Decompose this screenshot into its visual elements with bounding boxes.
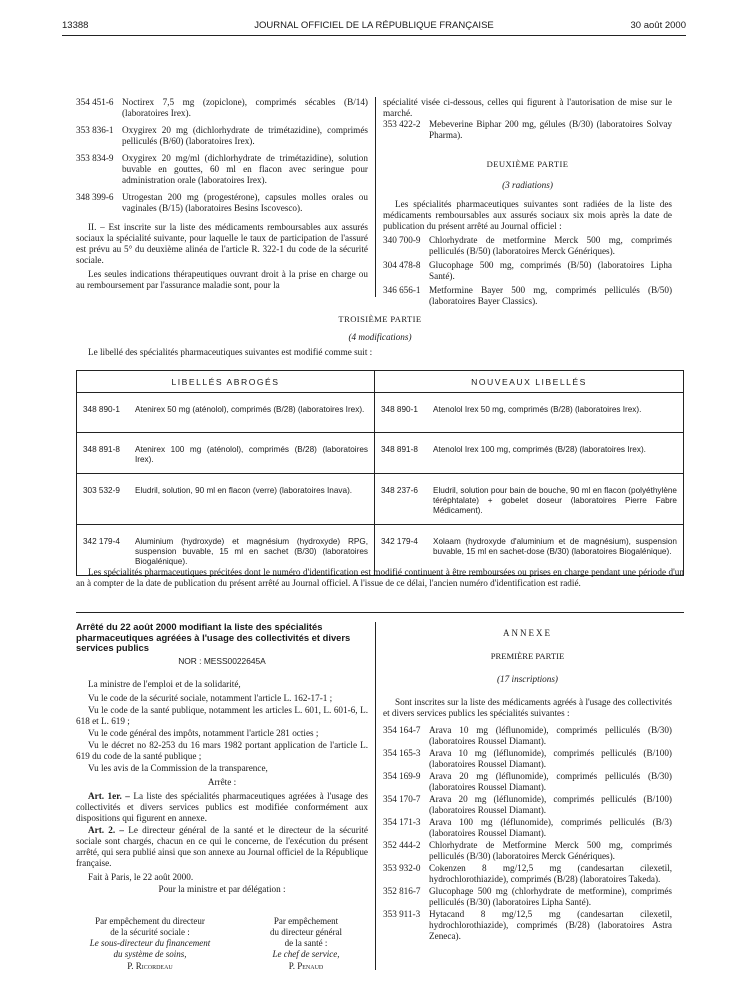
modifications-table <box>76 370 684 576</box>
table-row <box>77 474 684 525</box>
new-label: Atenolol Irex 100 mg, comprimés (B/28) (laboratoires Irex). <box>433 445 646 454</box>
section-rule <box>76 612 684 613</box>
article-text: Le directeur général de la santé et le directeur de la sécurité sociale sont chargés, chacun en ce qui le concerne, de l'exécution du présent arrêté, qui sera publié ainsi que son annexe au Journal officiel de la République française. <box>76 824 369 868</box>
list-item: 340 700-9 Chlorhydrate de metformine Merck 500 mg, comprimés pelliculés (B/50) (laboratoires Merck Génériques). <box>383 235 672 256</box>
column-header: NOUVEAUX LIBELLÉS <box>375 371 684 393</box>
section-subtitle: (3 radiations) <box>502 180 553 190</box>
new-code: 348 237-6 <box>381 486 418 495</box>
list-item: 353 836-1 Oxygirex 20 mg (dichlorhydrate de trimétazidine), comprimés pelliculés (B/60) (laboratoires Irex). <box>76 125 368 146</box>
list-item: 304 478-8 Glucophage 500 mg, comprimés (B/50) (laboratoires Lipha Santé). <box>383 260 672 281</box>
list-item: 354 169-9 Arava 20 mg (léflunomide), comprimés pelliculés (B/30) (laboratoires Roussel Diamant). <box>383 771 672 792</box>
list-item: 354 165-3 Arava 10 mg (léflunomide), comprimés pelliculés (B/100) (laboratoires Roussel Diamant). <box>383 748 672 769</box>
paragraph: Les spécialités pharmaceutiques précitées dont le numéro d'identification est modifié continuent à être remboursées ou prises en charge pendant une période d'un an à compter de la date de publication du présent arrêté au Journal officiel. A l'issue de ce délai, l'ancien numéro d'identification est radié. <box>76 567 684 588</box>
paragraph: La ministre de l'emploi et de la solidarité, <box>88 678 241 689</box>
paragraph: Vu le code de la sécurité sociale, notamment l'article L. 162-17-1 ; <box>88 692 333 703</box>
page-header <box>62 20 686 36</box>
new-code: 342 179-4 <box>381 537 418 546</box>
list-item: 354 164-7 Arava 10 mg (léflunomide), comprimés pelliculés (B/30) (laboratoires Roussel Diamant). <box>383 725 672 746</box>
arrete-title: Arrêté du 22 août 2000 modifiant la liste des spécialités pharmaceutiques agréées à l'usage des collectivités et divers services publics <box>76 621 351 653</box>
new-code: 348 890-1 <box>381 405 418 414</box>
old-code: 348 890-1 <box>83 405 120 414</box>
table-row <box>77 393 684 433</box>
signature-left: Par empêchement du directeur de la sécurité sociale : Le sous-directeur du financement du système de soins, P. Ricordeau <box>89 916 211 971</box>
list-item: 354 170-7 Arava 20 mg (léflunomide), comprimés pelliculés (B/100) (laboratoires Roussel Diamant). <box>383 794 672 815</box>
list-item: 353 422-2 Mebeverine Biphar 200 mg, gélules (B/30) (laboratoires Solvay Pharma). <box>383 119 672 140</box>
signature-right: Par empêchement du directeur général de la santé : Le chef de service, P. Penaud <box>270 916 342 971</box>
top-right-column <box>383 97 672 313</box>
list-item: 346 656-1 Metformine Bayer 500 mg, comprimés pelliculés (B/50) (laboratoires Bayer Classics). <box>383 285 672 306</box>
list-item: 348 399-6 Utrogestan 200 mg (progestérone), capsules molles orales ou vaginales (B/15) (laboratoires Besins Iscovesco). <box>76 192 368 213</box>
old-label: Aluminium (hydroxyde) et magnésium (hydroxyde) RPG, suspension buvable, 15 ml en sachet (B/30) (laboratoires Biogalénique). <box>135 537 368 566</box>
article-text: La liste des spécialités pharmaceutiques agréées à l'usage des collectivités et divers services publics est modifiée conformément aux dispositions qui figurent en annexe. <box>76 790 368 823</box>
list-item: 354 171-3 Arava 100 mg (léflunomide), comprimés pelliculés (B/3) (laboratoires Roussel Diamant). <box>383 817 672 838</box>
old-label: Eludril, solution, 90 ml en flacon (verre) (laboratoires Inava). <box>135 486 353 495</box>
table-row <box>77 433 684 474</box>
arrete-word: Arrête : <box>207 776 237 787</box>
new-code: 348 891-8 <box>381 445 418 454</box>
column-divider <box>375 97 376 297</box>
done-at: Fait à Paris, le 22 août 2000. <box>88 871 194 882</box>
new-label: Eludril, solution pour bain de bouche, 90 ml en flacon (polyéthylène téréphtalate) + gobelet doseur (laboratoires Pierre Fabre Médicament). <box>433 486 677 515</box>
annexe-column <box>383 628 672 943</box>
section-title: TROISIÈME PARTIE <box>338 314 422 324</box>
top-left-column <box>76 97 368 294</box>
header-rule <box>62 35 686 36</box>
list-item: 352 444-2 Chlorhydrate de Metformine Merck 500 mg, comprimés pelliculés (B/30) (laboratoires Merck Génériques). <box>383 840 672 861</box>
article-label: Art. 2. – <box>88 824 124 835</box>
paragraph: Sont inscrites sur la liste des médicaments agréés à l'usage des collectivités et divers services publics les spécialités suivantes : <box>383 697 672 718</box>
list-item: 354 451-6 Noctirex 7,5 mg (zopiclone), comprimés sécables (B/14) (laboratoires Irex). <box>76 97 368 118</box>
list-item: 353 834-9 Oxygirex 20 mg/ml (dichlorhydrate de trimétazidine), solution buvable en gouttes, 60 ml en flacon avec seringue pour administration orale (laboratoires Irex). <box>76 153 368 185</box>
paragraph: Vu les avis de la Commission de la transparence, <box>88 762 268 773</box>
old-code: 342 179-4 <box>83 537 120 546</box>
paragraph: Le libellé des spécialités pharmaceutiques suivantes est modifié comme suit : <box>88 347 373 357</box>
section-title: DEUXIÈME PARTIE <box>486 159 569 169</box>
old-code: 303 532-9 <box>83 486 120 495</box>
paragraph: Vu le code de la santé publique, notamment les articles L. 601, L. 601-6, L. 618 et L. 619 ; <box>76 704 368 726</box>
page-number: 13388 <box>62 20 89 31</box>
arrete-column <box>76 622 368 895</box>
list-item: 353 932-0 Cokenzen 8 mg/12,5 mg (candesartan cilexetil, hydrochlorothiazide), comprimés (B/28) (laboratoires Takeda). <box>383 863 672 884</box>
paragraph: Vu le code général des impôts, notamment l'article 281 octies ; <box>88 727 319 738</box>
old-code: 348 891-8 <box>83 445 120 454</box>
paragraph: spécialité visée ci-dessous, celles qui figurent à l'autorisation de mise sur le marché. <box>383 97 672 118</box>
old-label: Atenirex 50 mg (aténolol), comprimés (B/28) (laboratoires Irex). <box>135 405 365 414</box>
table-header-row <box>77 371 684 393</box>
column-divider <box>375 622 376 970</box>
issue-date: 30 août 2000 <box>630 20 686 31</box>
paragraph: Les seules indications thérapeutiques ouvrant droit à la prise en charge ou au remboursement par l'assurance maladie sont, pour la <box>76 269 368 290</box>
journal-title: JOURNAL OFFICIEL DE LA RÉPUBLIQUE FRANÇAISE <box>254 20 494 31</box>
paragraph: Les spécialités pharmaceutiques suivantes sont radiées de la liste des médicaments remboursables aux assurés sociaux six mois après la date de publication du présent arrêté au Journal officiel : <box>383 199 672 231</box>
new-label: Xolaam (hydroxyde d'aluminium et de magnésium), suspension buvable, 15 ml en sachet-dose (B/30) (laboratoires Biogalénique). <box>433 537 677 556</box>
delegation: Pour la ministre et par délégation : <box>158 883 286 894</box>
annexe-title: ANNEXE <box>503 628 552 638</box>
section-subtitle: (17 inscriptions) <box>497 674 558 684</box>
list-item: 352 816-7 Glucophage 500 mg (chlorhydrate de metformine), comprimés pelliculés (B/30) (laboratoires Lipha Santé). <box>383 886 672 907</box>
column-header: LIBELLÉS ABROGÉS <box>77 371 375 393</box>
paragraph: II. – Est inscrite sur la liste des médicaments remboursables aux assurés sociaux la spécialité suivante, pour laquelle le taux de participation de l'assuré est prévu au 5° du deuxième alinéa de l'article R. 322-1 du code de la sécurité sociale. <box>76 222 368 265</box>
list-item: 353 911-3 Hytacand 8 mg/12,5 mg (candesartan cilexetil, hydrochlorothiazide), comprimés (B/28) (laboratoires Astra Zeneca). <box>383 909 672 941</box>
nor-reference: NOR : MESS0022645A <box>178 655 266 666</box>
new-label: Atenolol Irex 50 mg, comprimés (B/28) (laboratoires Irex). <box>433 405 642 414</box>
section-title: PREMIÈRE PARTIE <box>490 651 565 661</box>
article-label: Art. 1er. – <box>88 790 130 801</box>
section-subtitle: (4 modifications) <box>348 332 412 342</box>
old-label: Atenirex 100 mg (aténolol), comprimés (B/28) (laboratoires Irex). <box>135 445 368 464</box>
paragraph: Vu le décret no 82-253 du 16 mars 1982 portant application de l'article L. 619 du code de la santé publique ; <box>76 739 368 761</box>
